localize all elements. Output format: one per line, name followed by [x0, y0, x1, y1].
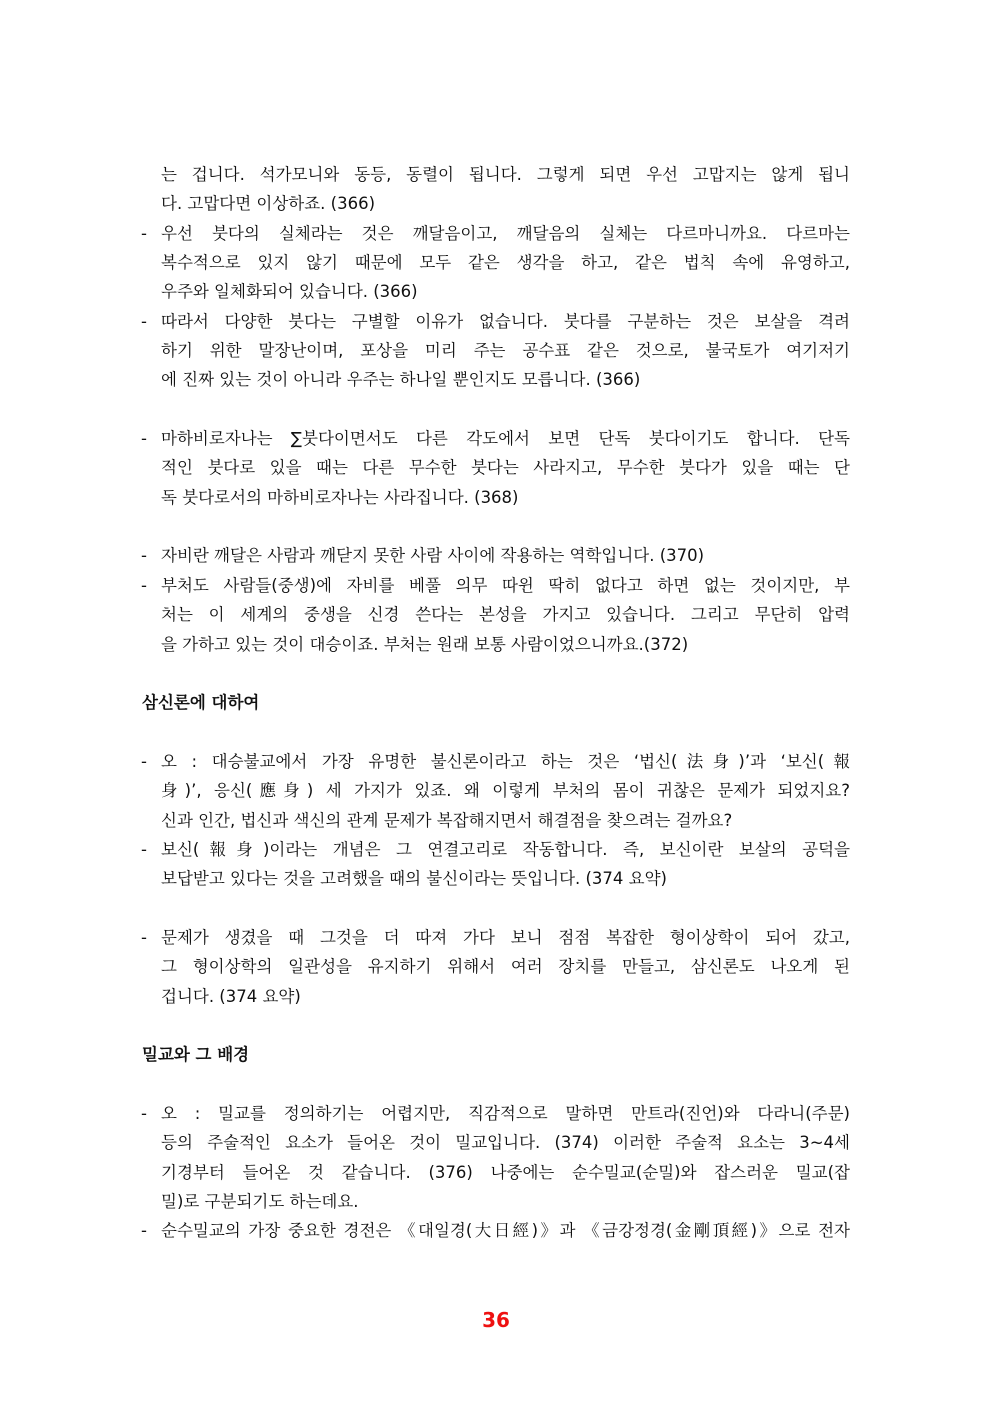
line-text: 독 붓다로서의 마하비로자나는 사라집니다. (368) — [161, 487, 519, 507]
line-text: 우주와 일체화되어 있습니다. (366) — [161, 282, 418, 302]
text-line — [0, 864, 992, 893]
paragraph — [0, 541, 992, 570]
section-heading: 밀교와 그 배경 — [142, 1045, 250, 1065]
text-line — [0, 806, 992, 835]
line-text: 처는 이 세계의 중생을 신경 쓴다는 본성을 가지고 있습니다. 그리고 무단히 압력 — [161, 605, 850, 625]
document-page — [0, 160, 992, 1246]
paragraph — [0, 1216, 992, 1245]
text-line — [0, 336, 992, 365]
line-text: 보답받고 있다는 것을 고려했을 때의 불신이라는 뜻입니다. (374 요약) — [161, 869, 667, 889]
text-line — [0, 1099, 992, 1128]
bullet-dash: - — [141, 1104, 147, 1123]
paragraph — [0, 835, 992, 894]
paragraph — [0, 571, 992, 659]
line-text: 등의 주술적인 요소가 들어온 것이 밀교입니다. (374) 이러한 주술적 요소는 3~4세 — [161, 1133, 850, 1153]
text-line — [0, 776, 992, 805]
bullet-dash: - — [141, 223, 147, 243]
bullet-dash: - — [141, 429, 147, 449]
text-line — [0, 483, 992, 512]
bullet-dash: - — [141, 927, 147, 947]
line-text: 순수밀교의 가장 중요한 경전은 《대일경(大日經)》과 《금강정경(金剛頂經)》으로 전자 — [161, 1221, 850, 1241]
line-text: 을 가하고 있는 것이 대승이죠. 부처는 원래 보통 사람이었으니까요.(372) — [161, 634, 689, 654]
text-line — [0, 307, 992, 336]
text-line — [0, 1187, 992, 1216]
line-text: 기경부터 들어온 것 같습니다. (376) 나중에는 순수밀교(순밀)와 잡스러운 밀교(잡 — [161, 1162, 850, 1182]
line-text: 마하비로자나는 ∑붓다이면서도 다른 각도에서 보면 단독 붓다이기도 합니다. 단독 — [161, 429, 850, 449]
text-line — [0, 923, 992, 952]
paragraph — [0, 923, 992, 1011]
page-number: 36 — [482, 1308, 510, 1332]
bullet-dash: - — [141, 751, 147, 771]
paragraph — [0, 160, 992, 219]
paragraph — [0, 219, 992, 307]
blank-line — [0, 1011, 992, 1040]
line-text: 그 형이상학의 일관성을 유지하기 위해서 여러 장치를 만들고, 삼신론도 나오게 된 — [161, 957, 850, 977]
text-line — [0, 365, 992, 394]
bullet-dash: - — [141, 575, 147, 595]
blank-line — [0, 659, 992, 688]
paragraph — [0, 747, 992, 835]
bullet-dash: - — [141, 311, 147, 331]
line-text: 보신(報身)이라는 개념은 그 연결고리로 작동합니다. 즉, 보신이란 보살의 공덕을 — [161, 839, 850, 859]
blank-line — [0, 718, 992, 747]
blank-line — [0, 894, 992, 923]
text-line — [0, 1216, 992, 1245]
section-heading: 삼신론에 대하여 — [142, 693, 260, 713]
blank-line — [0, 512, 992, 541]
line-text: 오 : 밀교를 정의하기는 어렵지만, 직감적으로 말하면 만트라(진언)와 다라니(주문) — [161, 1104, 850, 1123]
text-line — [0, 600, 992, 629]
line-text: 오 : 대승불교에서 가장 유명한 불신론이라고 하는 것은 ‘법신(法身)’과 ‘보신(報 — [161, 751, 850, 771]
text-line — [0, 630, 992, 659]
line-text: 다. 고맙다면 이상하죠. (366) — [161, 194, 376, 214]
line-text: 밀)로 구분되기도 하는데요. — [161, 1192, 359, 1212]
line-text: 따라서 다양한 붓다는 구별할 이유가 없습니다. 붓다를 구분하는 것은 보살을 격려 — [161, 311, 850, 331]
text-line — [0, 835, 992, 864]
text-line — [0, 952, 992, 981]
text-line — [0, 541, 992, 570]
line-text: 신과 인간, 법신과 색신의 관계 문제가 복잡해지면서 해결점을 찾으려는 걸까요? — [161, 810, 733, 830]
blank-line — [0, 1070, 992, 1099]
text-line — [0, 1128, 992, 1157]
text-line — [0, 982, 992, 1011]
line-text: 부처도 사람들(중생)에 자비를 베풀 의무 따윈 딱히 없다고 하면 없는 것이지만, 부 — [161, 575, 850, 595]
text-line — [0, 160, 992, 189]
line-text: 겁니다. (374 요약) — [161, 986, 301, 1006]
line-text: 에 진짜 있는 것이 아니라 우주는 하나일 뿐인지도 모릅니다. (366) — [161, 370, 641, 390]
bullet-dash: - — [141, 546, 147, 566]
text-line — [0, 747, 992, 776]
bullet-dash: - — [141, 1221, 147, 1241]
line-text: 문제가 생겼을 때 그것을 더 따져 가다 보니 점점 복잡한 형이상학이 되어 갔고, — [161, 927, 850, 947]
line-text: 자비란 깨달은 사람과 깨닫지 못한 사람 사이에 작용하는 역학입니다. (370) — [161, 546, 705, 566]
text-line — [0, 1158, 992, 1187]
line-text: 적인 붓다로 있을 때는 다른 무수한 붓다는 사라지고, 무수한 붓다가 있을 때는 단 — [161, 458, 850, 478]
paragraph — [0, 1099, 992, 1216]
line-text: 하기 위한 말장난이며, 포상을 미리 주는 공수표 같은 것으로, 불국토가 여기저기 — [161, 341, 850, 361]
line-text: 는 겁니다. 석가모니와 동등, 동렬이 됩니다. 그렇게 되면 우선 고맙지는 않게 됩니 — [161, 165, 850, 184]
blank-line — [0, 395, 992, 424]
bullet-dash: - — [141, 839, 147, 859]
text-line — [0, 248, 992, 277]
paragraph — [0, 307, 992, 395]
paragraph — [0, 424, 992, 512]
line-text: 복수적으로 있지 않기 때문에 모두 같은 생각을 하고, 같은 법칙 속에 유영하고, — [161, 253, 850, 273]
text-line — [0, 219, 992, 248]
text-line — [0, 189, 992, 218]
text-line — [0, 424, 992, 453]
line-text: 身)’, 응신(應身) 세 가지가 있죠. 왜 이렇게 부처의 몸이 귀찮은 문제가 되었지요? — [161, 781, 850, 801]
text-line — [0, 571, 992, 600]
line-text: 우선 붓다의 실체라는 것은 깨달음이고, 깨달음의 실체는 다르마니까요. 다르마는 — [161, 223, 850, 243]
text-line — [0, 277, 992, 306]
text-line — [0, 453, 992, 482]
